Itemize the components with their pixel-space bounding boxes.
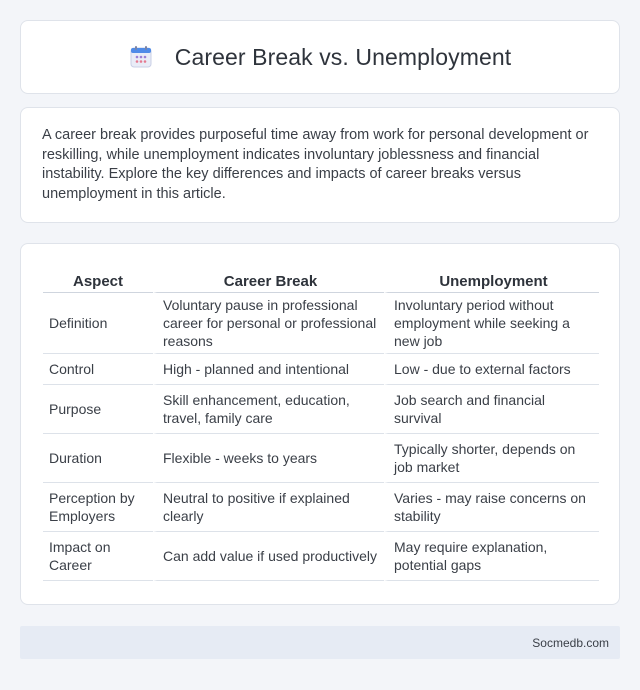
unemployment-cell: Low - due to external factors: [384, 354, 599, 385]
header-unemployment: Unemployment: [384, 264, 599, 293]
page-title: Career Break vs. Unemployment: [174, 43, 512, 70]
aspect-cell: Control: [43, 354, 153, 385]
table-row: [43, 293, 599, 354]
footer-site-link[interactable]: Socmedb.com: [532, 635, 609, 650]
table-row: [43, 483, 599, 532]
calendar-icon: [129, 45, 153, 69]
career-break-cell: Can add value if used productively: [153, 532, 384, 581]
intro-text: A career break provides purposeful time away from work for personal development or reskilling, while unemployment indicates involuntary joblessness and financial instability. Explore the key differences and impacts of career breaks versus unemployment in this article.: [42, 127, 589, 202]
table-header-row: [43, 264, 599, 293]
aspect-cell: Impact on Career: [43, 532, 153, 581]
header-aspect: Aspect: [43, 264, 153, 293]
unemployment-cell: Job search and financial survival: [384, 385, 599, 434]
table-row: [43, 385, 599, 434]
intro-card: [20, 107, 620, 223]
unemployment-cell: May require explanation, potential gaps: [384, 532, 599, 581]
career-break-cell: Skill enhancement, education, travel, family care: [153, 385, 384, 434]
career-break-cell: Flexible - weeks to years: [153, 434, 384, 483]
comparison-table-card: [20, 243, 620, 605]
table-row: [43, 354, 599, 385]
aspect-cell: Definition: [43, 293, 153, 354]
header-career-break: Career Break: [153, 264, 384, 293]
aspect-cell: Duration: [43, 434, 153, 483]
unemployment-cell: Typically shorter, depends on job market: [384, 434, 599, 483]
aspect-cell: Perception by Employers: [43, 483, 153, 532]
footer: [20, 626, 620, 659]
career-break-cell: Voluntary pause in professional career for personal or professional reasons: [153, 293, 384, 354]
comparison-table: [43, 264, 599, 581]
aspect-cell: Purpose: [43, 385, 153, 434]
header-card: [20, 20, 620, 94]
table-row: [43, 434, 599, 483]
table-row: [43, 532, 599, 581]
unemployment-cell: Varies - may raise concerns on stability: [384, 483, 599, 532]
career-break-cell: Neutral to positive if explained clearly: [153, 483, 384, 532]
unemployment-cell: Involuntary period without employment while seeking a new job: [384, 293, 599, 354]
career-break-cell: High - planned and intentional: [153, 354, 384, 385]
